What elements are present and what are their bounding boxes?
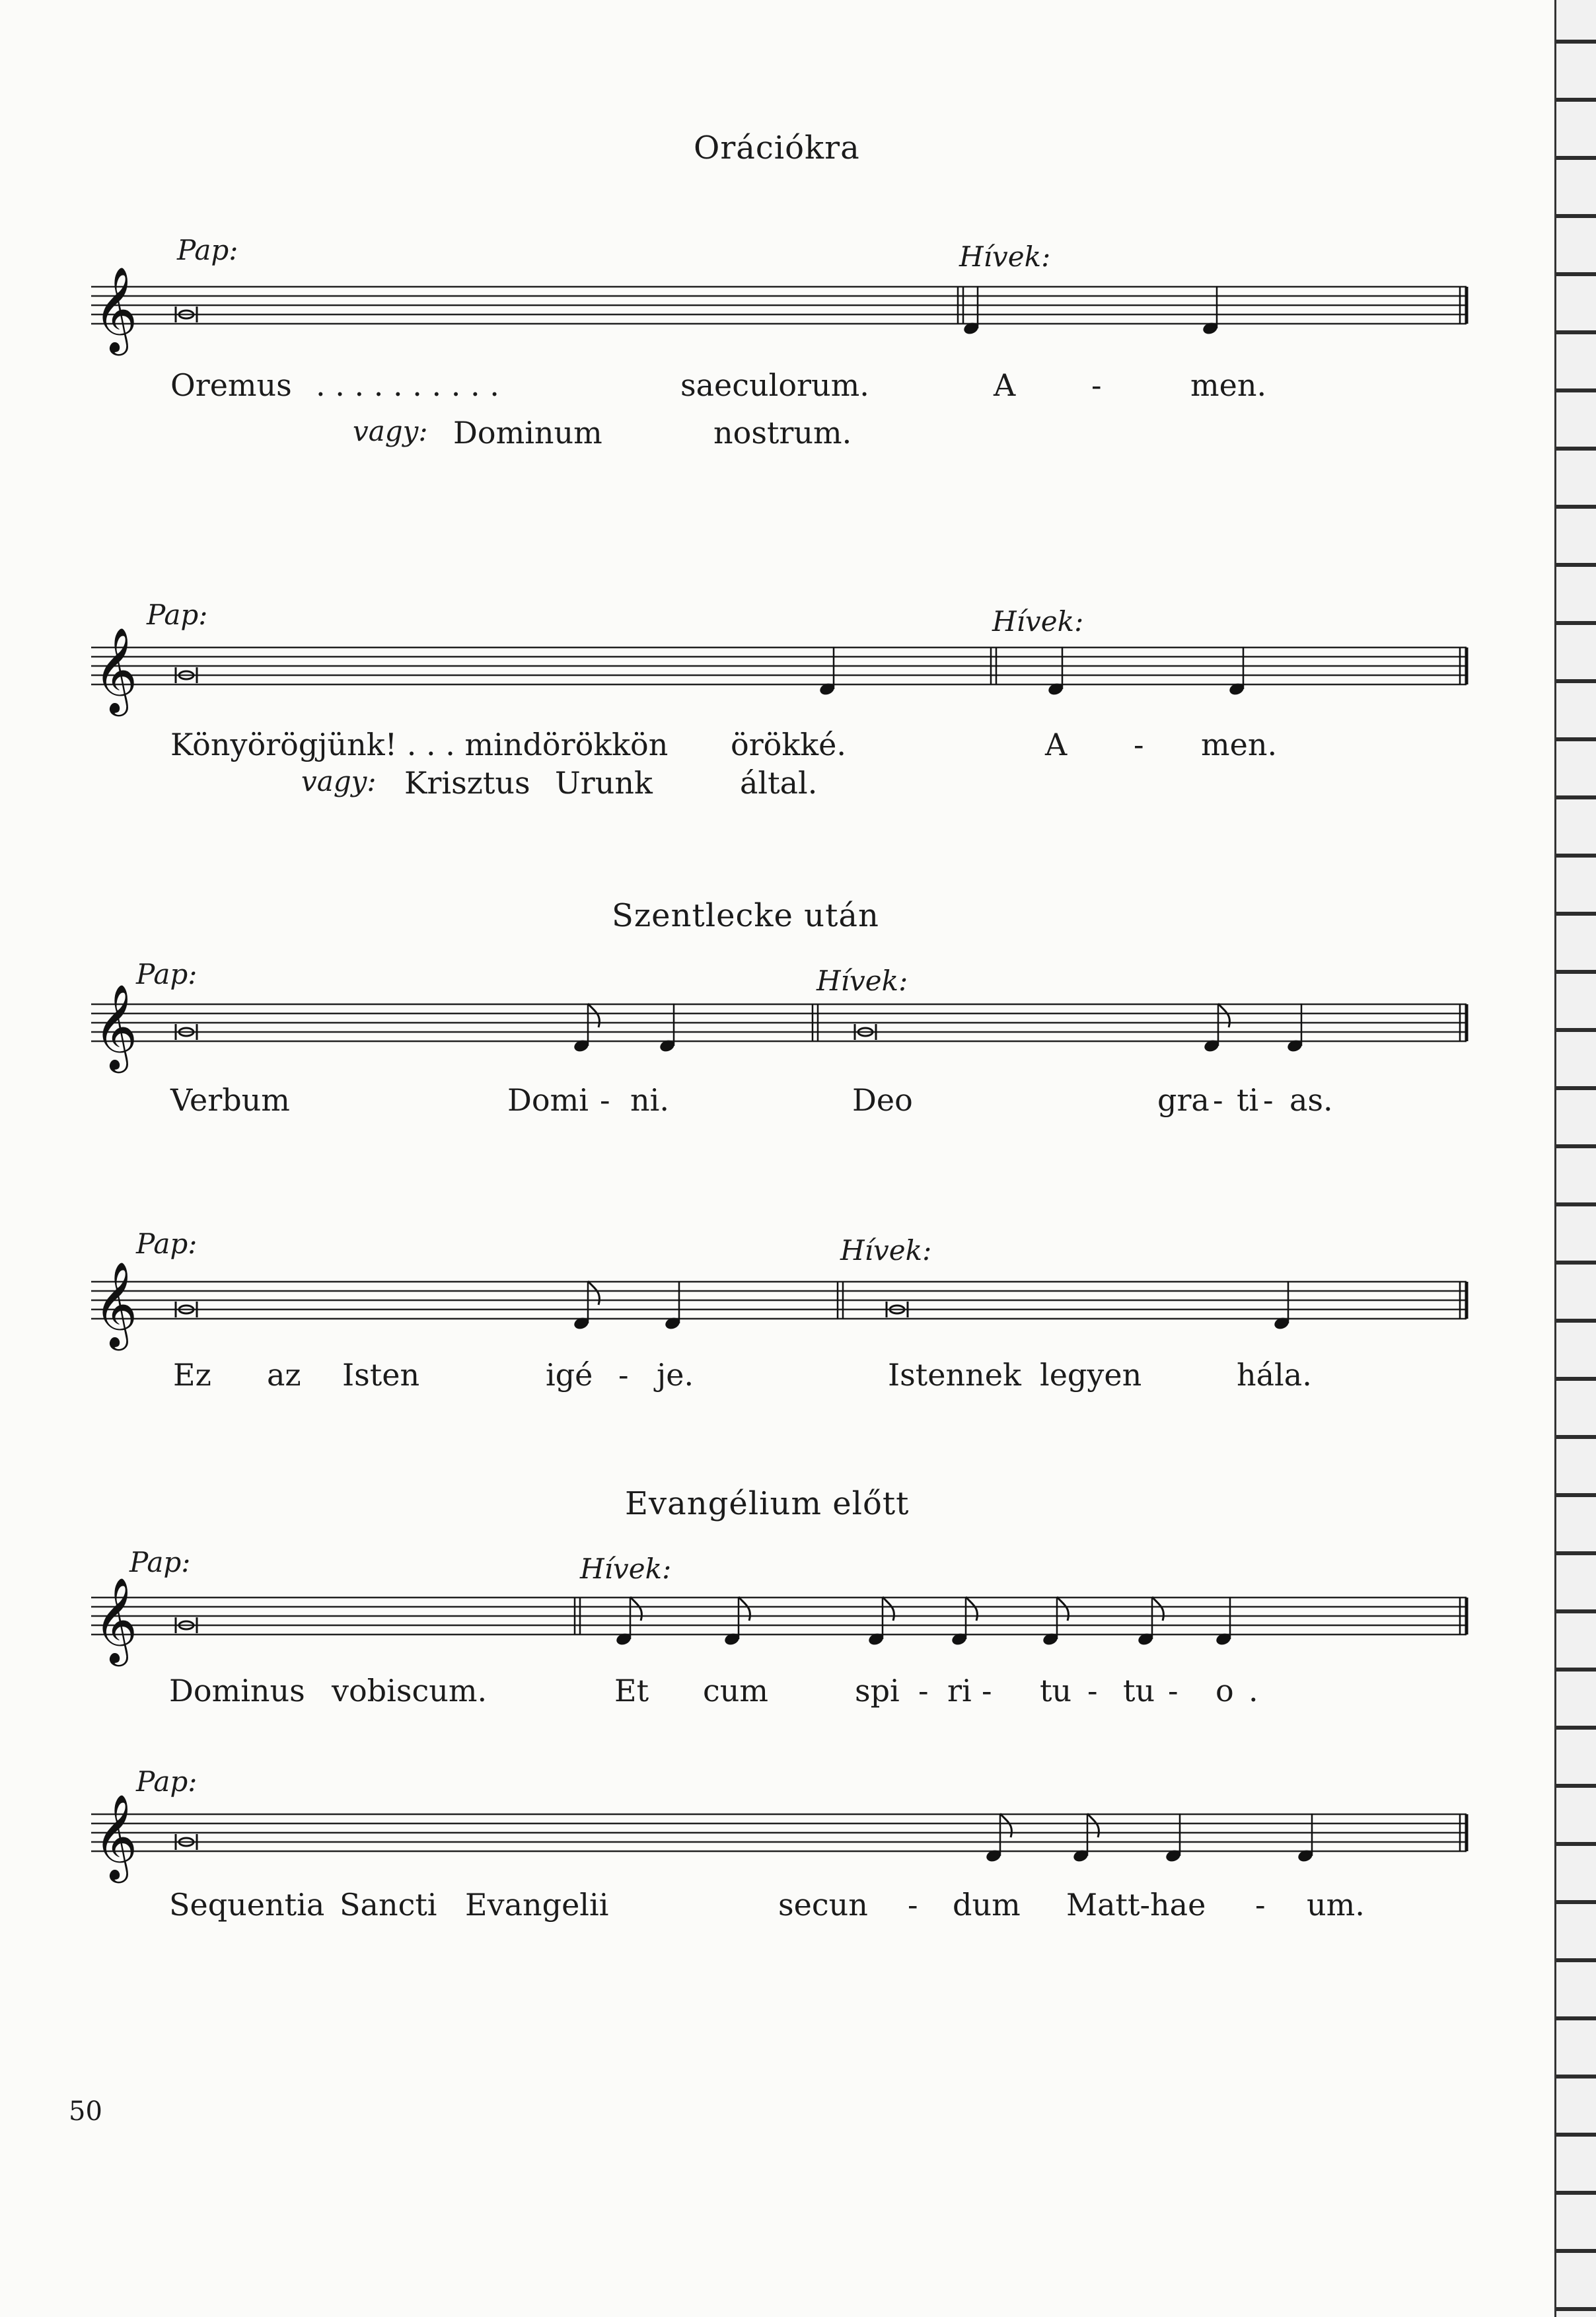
- alt-label: vagy:: [301, 765, 377, 797]
- pap-label: Pap:: [136, 958, 198, 990]
- note-flag: [1152, 1597, 1163, 1621]
- lyric: A: [994, 367, 1016, 403]
- lyric: dum: [953, 1887, 1021, 1923]
- lyric: Dominus: [169, 1673, 305, 1709]
- lyric: örökké.: [731, 727, 846, 762]
- lyric: Sancti: [340, 1887, 437, 1923]
- lyric: vobiscum.: [332, 1673, 488, 1709]
- section-heading-szentlecke: Szentlecke után: [612, 897, 879, 934]
- alt-lyric: Krisztus: [404, 765, 530, 801]
- lyric: -: [1168, 1673, 1179, 1709]
- hivek-label: Hívek:: [816, 965, 908, 997]
- note-flag: [1218, 1004, 1229, 1027]
- lyric: hála.: [1237, 1357, 1312, 1393]
- lyric: Matt-hae: [1066, 1887, 1206, 1923]
- lyric: -: [908, 1887, 918, 1923]
- lyric: secun: [778, 1887, 868, 1923]
- lyric: . . . . . . . . . .: [316, 367, 499, 403]
- lyric: -: [600, 1082, 610, 1118]
- alt-lyric: által.: [740, 765, 818, 801]
- lyric: -: [1134, 727, 1144, 762]
- alt-lyric: nostrum.: [713, 415, 852, 451]
- treble-clef: 𝄞: [94, 627, 138, 713]
- section-heading-evangelium: Evangélium előtt: [625, 1485, 910, 1522]
- lyric: az: [267, 1357, 301, 1393]
- lyric: tu: [1040, 1673, 1072, 1709]
- lyric: saeculorum.: [680, 367, 869, 403]
- hivek-label: Hívek:: [840, 1234, 932, 1267]
- lyric: -: [1213, 1082, 1223, 1118]
- lyric: tu: [1123, 1673, 1155, 1709]
- lyric: je.: [657, 1357, 694, 1393]
- lyric: -: [1255, 1887, 1266, 1923]
- note-flag: [588, 1004, 599, 1027]
- note-flag: [630, 1597, 641, 1621]
- note-flag: [1000, 1814, 1011, 1837]
- treble-clef: 𝄞: [94, 1577, 138, 1663]
- lyric: Isten: [342, 1357, 420, 1393]
- hivek-label: Hívek:: [580, 1553, 672, 1585]
- pap-label: Pap:: [129, 1546, 191, 1578]
- lyric: -: [1087, 1673, 1098, 1709]
- pap-label: Pap:: [136, 1765, 198, 1798]
- lyric: o: [1215, 1673, 1234, 1709]
- lyric: ni.: [630, 1082, 669, 1118]
- lyric: Verbum: [170, 1082, 290, 1118]
- treble-clef: 𝄞: [94, 1794, 138, 1880]
- hivek-label: Hívek:: [992, 605, 1084, 638]
- lyric: Sequentia: [169, 1887, 325, 1923]
- lyric: cum: [703, 1673, 769, 1709]
- spiral-binding: [1554, 0, 1596, 2317]
- lyric: ti: [1237, 1082, 1259, 1118]
- lyric: -: [1263, 1082, 1274, 1118]
- lyric: gra: [1157, 1082, 1210, 1118]
- lyric: um.: [1307, 1887, 1365, 1923]
- lyric: igé: [546, 1357, 593, 1393]
- treble-clef: 𝄞: [94, 266, 138, 352]
- lyric: spi: [855, 1673, 900, 1709]
- treble-clef: 𝄞: [94, 984, 138, 1070]
- treble-clef: 𝄞: [94, 1261, 138, 1347]
- note-flag: [588, 1281, 599, 1305]
- lyric: Domi: [507, 1082, 589, 1118]
- lyric: -: [618, 1357, 629, 1393]
- note-flag: [966, 1597, 977, 1621]
- lyric: Et: [614, 1673, 649, 1709]
- lyric: legyen: [1040, 1357, 1142, 1393]
- lyric: Ez: [173, 1357, 211, 1393]
- note-flag: [739, 1597, 750, 1621]
- alt-label: vagy:: [353, 415, 428, 447]
- lyric: men.: [1190, 367, 1267, 403]
- note-flag: [883, 1597, 894, 1621]
- lyric: Deo: [852, 1082, 913, 1118]
- lyric: men.: [1201, 727, 1278, 762]
- note-flag: [1057, 1597, 1068, 1621]
- note-flag: [1087, 1814, 1099, 1837]
- lyric: Evangelii: [465, 1887, 609, 1923]
- hivek-label: Hívek:: [959, 240, 1051, 273]
- alt-lyric: Dominum: [453, 415, 602, 451]
- lyric: as.: [1289, 1082, 1333, 1118]
- alt-lyric: Urunk: [555, 765, 653, 801]
- lyric: A: [1045, 727, 1068, 762]
- lyric: Oremus: [170, 367, 292, 403]
- lyric: Könyörögjünk! . . . mindörökkön: [170, 727, 669, 762]
- lyric: .: [1249, 1673, 1258, 1709]
- pap-label: Pap:: [177, 234, 238, 266]
- pap-label: Pap:: [147, 599, 208, 631]
- lyric: -: [918, 1673, 929, 1709]
- lyric: -: [1091, 367, 1102, 403]
- pap-label: Pap:: [136, 1228, 198, 1260]
- lyric: ri: [947, 1673, 972, 1709]
- lyric: -: [982, 1673, 992, 1709]
- section-heading-oraciokra: Orációkra: [694, 129, 860, 166]
- lyric: Istennek: [888, 1357, 1021, 1393]
- page-number: 50: [69, 2096, 102, 2127]
